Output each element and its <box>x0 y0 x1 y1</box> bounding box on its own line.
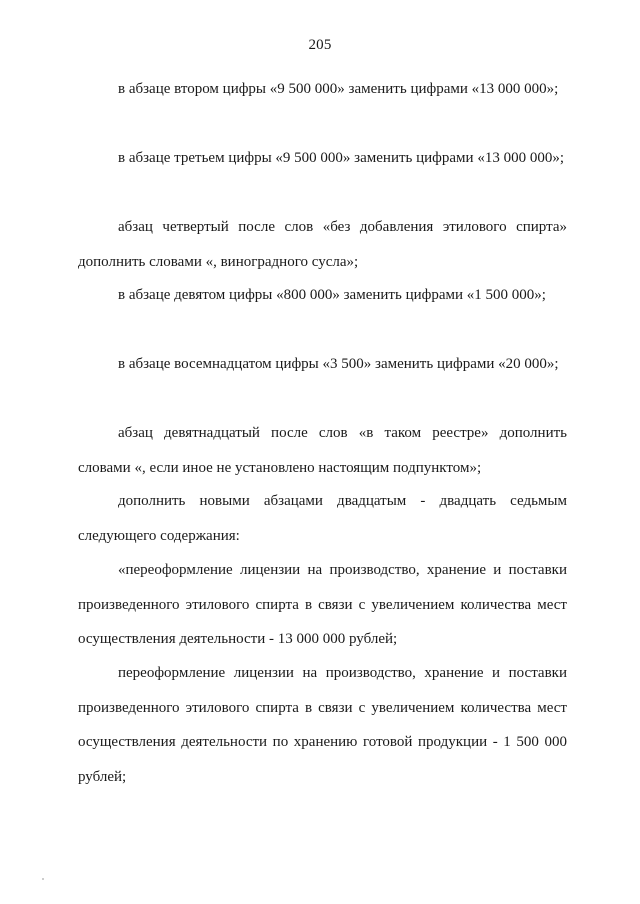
paragraph-1: в абзаце втором цифры «9 500 000» заменить цифрами «13 000 000»; <box>118 81 559 97</box>
paragraph-8: «переоформление лицензии на производство, хранение и поставки произведенного этилового спирта в связи с увеличением количества мест осуществления деятельности - 13 000 000 рублей; <box>78 562 567 647</box>
paragraph-3: абзац четвертый после слов «без добавления этилового спирта» дополнить словами «, виноградного сусла»; <box>78 219 567 270</box>
paragraph-4: в абзаце девятом цифры «800 000» заменить цифрами «1 500 000»; <box>118 287 546 303</box>
paragraph-9: переоформление лицензии на производство, хранение и поставки произведенного этилового спирта в связи с увеличением количества мест осуществления деятельности по хранению готовой продукции - 1 500 000 рублей; <box>78 665 567 785</box>
page-number: 205 <box>308 37 332 53</box>
paragraph-7: дополнить новыми абзацами двадцатым - двадцать седьмым следующего содержания: <box>78 493 567 544</box>
paragraph-5: в абзаце восемнадцатом цифры «3 500» заменить цифрами «20 000»; <box>118 356 559 372</box>
scan-speck <box>42 878 44 880</box>
paragraph-6: абзац девятнадцатый после слов «в таком реестре» дополнить словами «, если иное не установлено настоящим подпунктом»; <box>78 425 567 476</box>
paragraph-2: в абзаце третьем цифры «9 500 000» заменить цифрами «13 000 000»; <box>118 150 564 166</box>
